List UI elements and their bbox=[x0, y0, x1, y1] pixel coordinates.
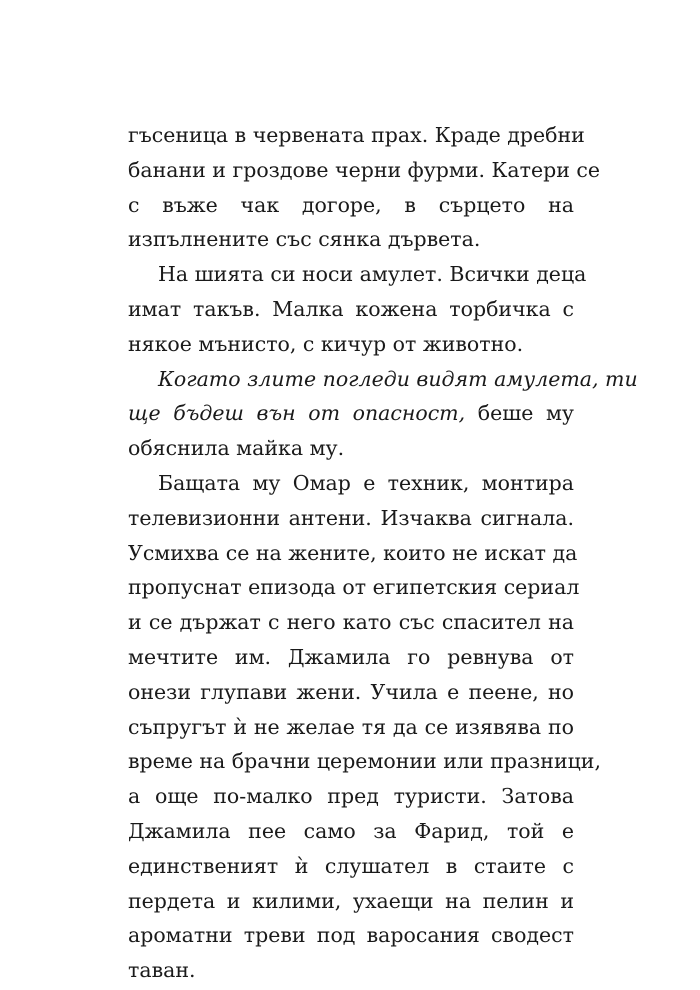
body-text bbox=[128, 118, 638, 988]
mixed-text-line bbox=[128, 396, 574, 431]
text-line: имат такъв. Малка кожена торбичка с bbox=[128, 296, 574, 321]
italic-text-line: Когато злите погледи видят амулета, ти bbox=[158, 366, 638, 391]
text-line: а още по-малко пред туристи. Затова bbox=[128, 784, 574, 809]
text-line: съпругът ѝ не желае тя да се изявява по bbox=[128, 714, 574, 739]
text-line: време на брачни церемонии или празници, bbox=[128, 749, 601, 774]
text-line: онези глупави жени. Учила е пеене, но bbox=[128, 679, 574, 704]
text-line: телевизионни антени. Изчаква сигнала. bbox=[128, 505, 574, 530]
text-line: с въже чак догоре, в сърцето на bbox=[128, 192, 574, 217]
text-line: Джамила пее само за Фарид, той е bbox=[128, 818, 574, 843]
text-line: таван. bbox=[128, 958, 196, 983]
text-line: Бащата му Омар е техник, монтира bbox=[158, 470, 574, 495]
paragraph-4 bbox=[128, 466, 601, 988]
text-line: На шията си носи амулет. Всички деца bbox=[158, 262, 587, 287]
roman-segment: беше му bbox=[465, 401, 574, 426]
italic-segment: ще бъдеш вън от опасност, bbox=[128, 401, 466, 426]
paragraph-2 bbox=[128, 257, 587, 361]
text-line: обяснила майка му. bbox=[128, 436, 345, 461]
text-line: някое мънисто, с кичур от животно. bbox=[128, 331, 524, 356]
text-line: мечтите им. Джамила го ревнува от bbox=[128, 644, 574, 669]
text-line: единственият ѝ слушател в стаите с bbox=[128, 853, 574, 878]
text-line: Усмихва се на жените, които не искат да bbox=[128, 540, 578, 565]
text-line: изпълнените със сянка дървета. bbox=[128, 227, 481, 252]
text-line: пропуснат епизода от египетския сериал bbox=[128, 575, 580, 600]
text-line: ароматни треви под варосания сводест bbox=[128, 923, 574, 948]
text-line: пердета и килими, ухаещи на пелин и bbox=[128, 888, 574, 913]
paragraph-3 bbox=[128, 362, 638, 466]
paragraph-1 bbox=[128, 118, 601, 257]
text-line: и се държат с него като със спасител на bbox=[128, 610, 574, 635]
text-line: гъсеница в червената прах. Краде дребни bbox=[128, 123, 585, 147]
text-line: банани и гроздове черни фурми. Катери се bbox=[128, 157, 601, 182]
